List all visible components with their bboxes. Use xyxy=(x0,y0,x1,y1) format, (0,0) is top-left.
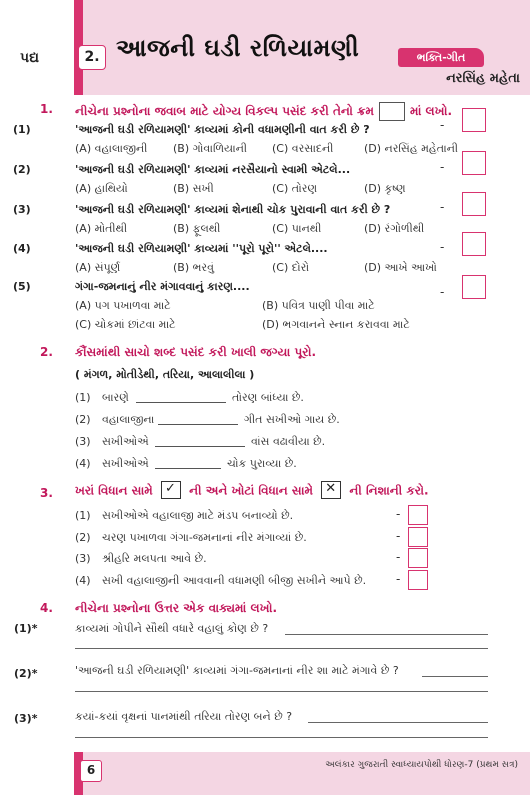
section-3-number: 3. xyxy=(40,486,53,500)
dash: - xyxy=(440,200,445,214)
header-left-margin xyxy=(0,0,80,95)
question-text: 'આજની ઘડી રળિયામણી' કાવ્યમાં ''પૂરો પૂરો'' એટલે.... xyxy=(75,242,328,255)
answer-box[interactable] xyxy=(462,192,486,216)
item-suffix: તોરણ બાંધ્યા છે. xyxy=(232,391,304,404)
cross-icon: ✕ xyxy=(321,481,341,499)
question-number: (2) xyxy=(13,163,31,176)
true-false-box[interactable] xyxy=(408,570,428,590)
section-2-number: 2. xyxy=(40,345,53,359)
item-prefix: સખીઓએ xyxy=(102,435,149,448)
option: (B) પવિત્ર પાણી પીવા માટે xyxy=(262,299,375,312)
option: (A) પગ પખાળવા માટે xyxy=(75,299,171,312)
question-number: (3) xyxy=(13,203,31,216)
dash: - xyxy=(396,572,401,586)
option: (D) રંગોળીથી xyxy=(364,222,425,235)
option: (B) ફૂલથી xyxy=(173,222,221,235)
question-number: (1)* xyxy=(14,622,38,635)
item-prefix: વહાલાજીના xyxy=(102,413,155,426)
option: (D) કૃષ્ણ xyxy=(364,182,406,195)
option: (A) સંપૂર્ણ xyxy=(75,261,121,274)
option: (B) ભરવું xyxy=(173,261,214,274)
option: (D) આખે આખો xyxy=(364,261,437,274)
answer-box[interactable] xyxy=(462,275,486,299)
dash: - xyxy=(396,550,401,564)
dash: - xyxy=(440,285,445,299)
section-2-title: કૌંસમાંથી સાચો શબ્દ પસંદ કરી ખાલી જગ્યા પૂરો. xyxy=(75,345,317,359)
section-1-number: 1. xyxy=(40,102,53,116)
question-number: (5) xyxy=(13,280,31,293)
section-4-title: નીચેના પ્રશ્નોના ઉત્તર એક વાક્યમાં લખો. xyxy=(75,601,278,615)
option: (C) પાનથી xyxy=(272,222,322,235)
answer-box-icon xyxy=(379,102,405,121)
question-text: 'આજની ઘડી રળિયામણી' કાવ્યમાં નરસૈયાનો સ્વામી એટલે... xyxy=(75,163,351,176)
option: (C) તોરણ xyxy=(272,182,318,195)
question-text: કયાં-કયાં વૃક્ષનાં પાનમાંથી તરિયા તોરણ બને છે ? xyxy=(75,710,293,723)
question-number: (2)* xyxy=(14,667,38,680)
option: (A) મોતીથી xyxy=(75,222,128,235)
blank-line[interactable] xyxy=(136,402,226,403)
question-text: 'આજની ઘડી રળિયામણી' કાવ્યમાં શેનાથી ચોક પુરાવાની વાત કરી છે ? xyxy=(75,203,391,216)
question-number: (4) xyxy=(13,242,31,255)
statement-text: સખી વહાલાજીની આવવાની વધામણી બીજી સખીને આપે છે. xyxy=(102,574,367,587)
section-3-title: ખરાં વિધાન સામે ✓ ની અને ખોટાં વિધાન સામે ✕ ની નિશાની કરો. xyxy=(75,481,429,498)
question-number: (1) xyxy=(13,123,31,136)
dash: - xyxy=(440,118,445,132)
answer-line[interactable] xyxy=(285,634,488,635)
genre-tag: ભક્તિ-ગીત xyxy=(398,48,484,67)
page-number: 6 xyxy=(80,760,102,782)
true-false-box[interactable] xyxy=(408,548,428,568)
statement-number: (2) xyxy=(75,531,91,544)
dash: - xyxy=(396,507,401,521)
author-name: નરસિંહ મહેતા xyxy=(446,71,520,86)
answer-line[interactable] xyxy=(75,691,488,692)
option: (B) સખી xyxy=(173,182,214,195)
answer-box[interactable] xyxy=(462,232,486,256)
statement-number: (4) xyxy=(75,574,91,587)
question-text: કાવ્યમાં ગોપીને સૌથી વધારે વહાલું કોણ છે ? xyxy=(75,622,269,635)
section-type-label: પદ્ય xyxy=(20,50,40,66)
item-prefix: બારણે xyxy=(102,391,129,404)
option: (C) ચોકમાં છાંટવા માટે xyxy=(75,318,176,331)
option: (D) ભગવાનને સ્નાન કરાવવા માટે xyxy=(262,318,410,331)
word-bank: ( મંગળ, મોતીડેથી, તરિયા, આલાલીલા ) xyxy=(75,368,255,381)
option: (B) ગોવાળિયાની xyxy=(173,142,248,155)
true-false-box[interactable] xyxy=(408,505,428,525)
dash: - xyxy=(440,240,445,254)
blank-line[interactable] xyxy=(155,446,245,447)
question-text: 'આજની ઘડી રળિયામણી' કાવ્યમાં ગંગા-જમનાનાં નીર શા માટે મંગાવે છે ? xyxy=(75,664,399,677)
answer-line[interactable] xyxy=(422,676,488,677)
item-suffix: ચોક પુરાવ્યા છે. xyxy=(227,457,297,470)
page-title: આજની ઘડી રળિયામણી xyxy=(116,34,360,62)
tick-icon: ✓ xyxy=(161,481,181,499)
question-text: 'આજની ઘડી રળિયામણી' કાવ્યમાં કોની વધામણીની વાત કરી છે ? xyxy=(75,123,370,136)
dash: - xyxy=(440,160,445,174)
answer-line[interactable] xyxy=(308,722,488,723)
item-prefix: સખીઓએ xyxy=(102,457,149,470)
book-title: અલંકાર ગુજરાતી સ્વાધ્યાયપોથી ધોરણ-7 (પ્રથમ સત્ર) xyxy=(325,760,518,770)
statement-text: ચરણ પખાળવા ગંગા-જમનાનાં નીર મંગાવ્યાં છે. xyxy=(102,531,307,544)
answer-box[interactable] xyxy=(462,151,486,175)
section-1-title: નીચેના પ્રશ્નોના જવાબ માટે યોગ્ય વિકલ્પ પસંદ કરી તેનો ક્રમ માં લખો. xyxy=(75,102,452,121)
question-number: (3)* xyxy=(14,712,38,725)
statement-number: (1) xyxy=(75,509,91,522)
item-number: (3) xyxy=(75,435,91,448)
dash: - xyxy=(396,529,401,543)
option: (D) નરસિંહ મહેતાની xyxy=(364,142,459,155)
answer-line[interactable] xyxy=(75,737,488,738)
item-number: (2) xyxy=(75,413,91,426)
answer-line[interactable] xyxy=(75,648,488,649)
option: (C) દોરો xyxy=(272,261,310,274)
footer-left-margin xyxy=(0,752,80,795)
option: (C) વરસાદની xyxy=(272,142,334,155)
section-4-number: 4. xyxy=(40,601,53,615)
item-suffix: ગીત સખીઓ ગાય છે. xyxy=(244,413,340,426)
question-text: ગંગા-જમનાનું નીર મંગાવવાનું કારણ.... xyxy=(75,280,250,293)
blank-line[interactable] xyxy=(158,424,238,425)
option: (A) વહાલાજીની xyxy=(75,142,148,155)
blank-line[interactable] xyxy=(155,468,221,469)
statement-number: (3) xyxy=(75,552,91,565)
statement-text: શ્રીહરિ મલપતા આવે છે. xyxy=(102,552,207,565)
item-number: (1) xyxy=(75,391,91,404)
item-number: (4) xyxy=(75,457,91,470)
answer-box[interactable] xyxy=(462,108,486,132)
true-false-box[interactable] xyxy=(408,527,428,547)
statement-text: સખીઓએ વહાલાજી માટે મંડપ બનાવ્યો છે. xyxy=(102,509,294,522)
lesson-number: 2. xyxy=(78,45,106,70)
item-suffix: વાંસ વઢાવીયા છે. xyxy=(251,435,326,448)
option: (A) હાથિયો xyxy=(75,182,128,195)
